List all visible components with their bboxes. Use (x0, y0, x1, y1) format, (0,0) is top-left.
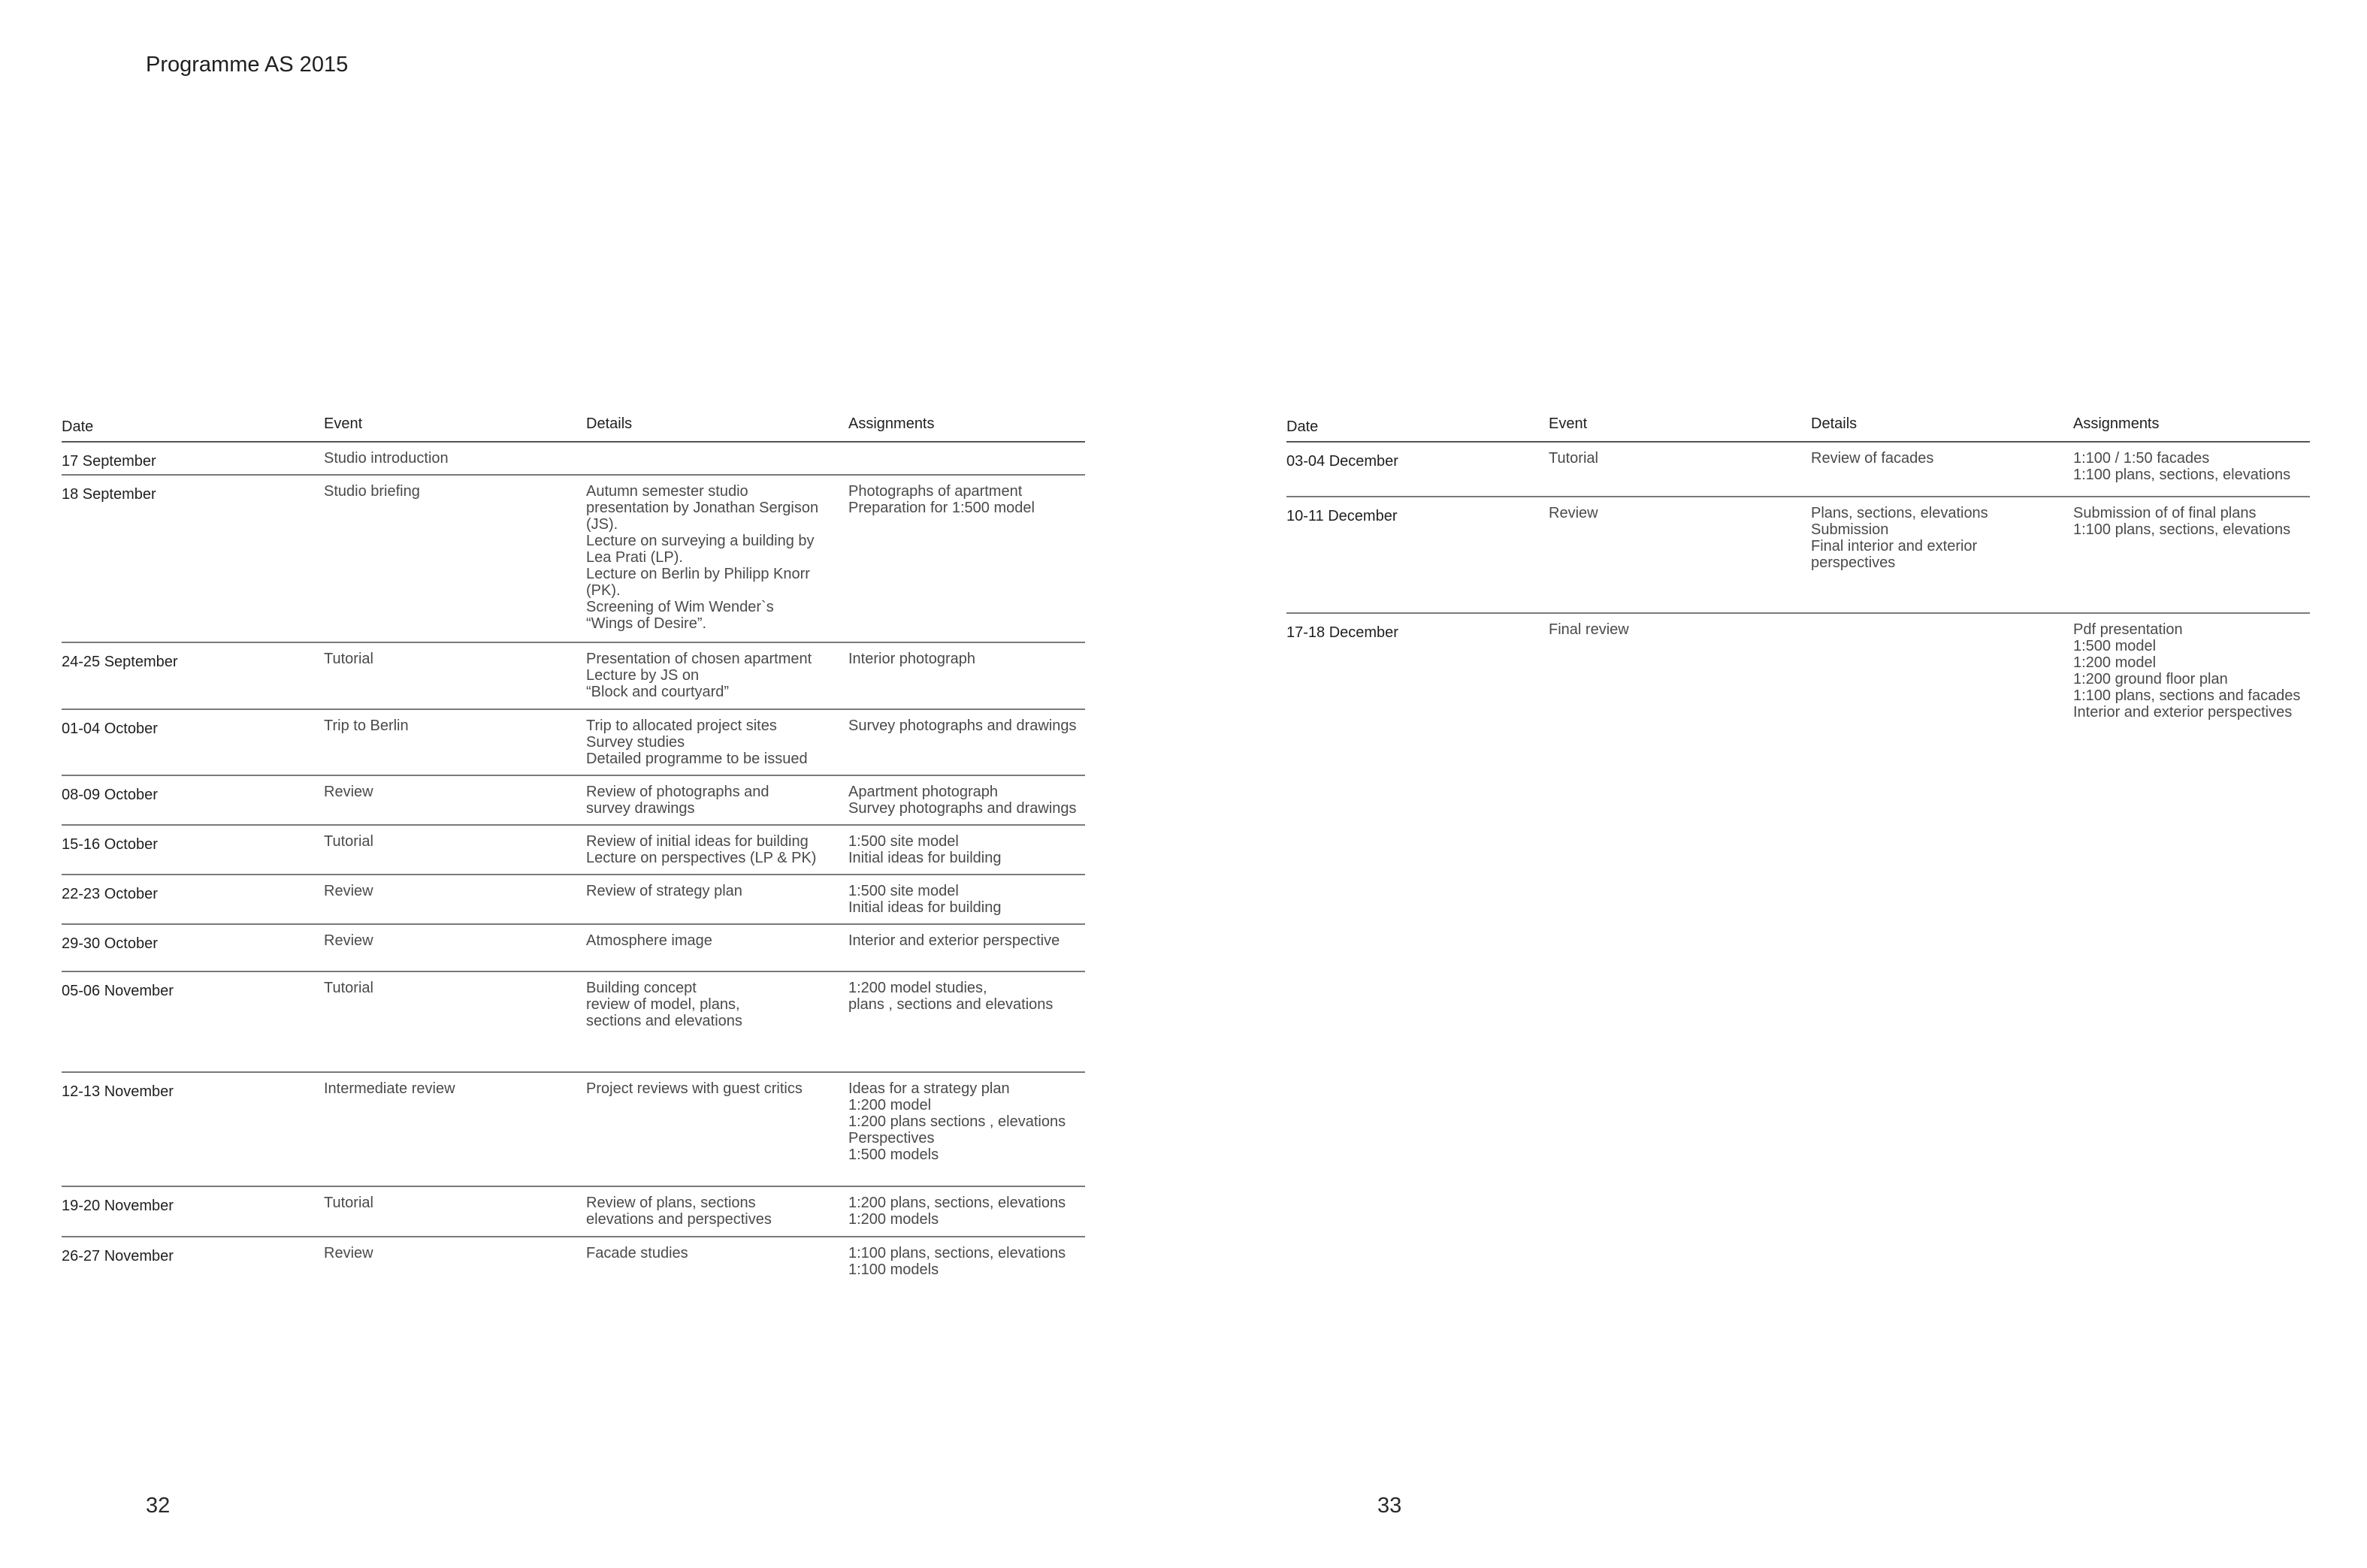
row-event: Review (324, 932, 373, 949)
row-assignments-line: 1:100 plans, sections, elevations (2073, 521, 2291, 538)
row-details-line: perspectives (1811, 554, 1896, 571)
row-details (1811, 505, 2073, 612)
row-assignments (848, 483, 1085, 642)
row-assignments-line: Initial ideas for building (848, 899, 1002, 916)
row-assignments-line: 1:100 plans, sections, elevations (848, 1245, 1066, 1261)
row-event: Tutorial (1549, 450, 1598, 467)
row-assignments-line: Submission of of final plans (2073, 505, 2257, 521)
row-details-line: “Wings of Desire”. (586, 615, 707, 632)
row-details (1811, 621, 2073, 727)
right-page (1184, 0, 2367, 1568)
header-assignments: Assignments (848, 415, 935, 432)
row-details-line: Project reviews with guest critics (586, 1080, 803, 1097)
row-details-line: Atmosphere image (586, 932, 712, 949)
row-details-line: Review of strategy plan (586, 883, 742, 899)
header-event: Event (1549, 415, 1588, 432)
row-assignments-line: Initial ideas for building (848, 850, 1002, 866)
row-assignments-line: 1:200 plans, sections, elevations (848, 1195, 1066, 1211)
row-assignments-line: 1:100 / 1:50 facades (2073, 450, 2210, 467)
row-assignments-line: Survey photographs and drawings (848, 718, 1077, 734)
table-row (62, 1237, 1085, 1290)
row-assignments-line: 1:100 models (848, 1261, 939, 1278)
row-event: Tutorial (324, 651, 373, 667)
row-details-line: Lea Prati (LP). (586, 549, 683, 566)
row-date: 01-04 October (62, 721, 158, 737)
row-assignments (2073, 505, 2310, 612)
page-number: 32 (146, 1494, 171, 1518)
row-details-line: Submission (1811, 521, 1889, 538)
row-event: Studio briefing (324, 483, 420, 500)
row-assignments-line: plans , sections and elevations (848, 996, 1054, 1013)
row-details (586, 980, 848, 1071)
row-details-line: sections and elevations (586, 1013, 742, 1029)
header-date: Date (1286, 418, 1319, 435)
header-assignments: Assignments (2073, 415, 2160, 432)
row-details-line: Trip to allocated project sites (586, 718, 777, 734)
row-event: Intermediate review (324, 1080, 455, 1097)
row-event: Tutorial (324, 833, 373, 850)
table-row (62, 826, 1085, 875)
schedule-table-left (62, 415, 1085, 1290)
page-number: 33 (1377, 1494, 1402, 1518)
table-body (1286, 443, 2310, 727)
table-row (62, 476, 1085, 643)
row-date: 17-18 December (1286, 624, 1398, 641)
row-details-line: presentation by Jonathan Sergison (586, 500, 819, 516)
row-date: 10-11 December (1286, 508, 1398, 524)
row-details (586, 1080, 848, 1186)
row-assignments (848, 883, 1085, 923)
row-details-line: Review of initial ideas for building (586, 833, 809, 850)
row-details-line: Building concept (586, 980, 697, 996)
table-row (62, 925, 1085, 972)
table-header (1286, 415, 2310, 443)
row-date: 29-30 October (62, 935, 158, 952)
row-date: 26-27 November (62, 1248, 174, 1264)
row-details (586, 883, 848, 923)
row-assignments-line: Photographs of apartment (848, 483, 1023, 500)
row-details-line: Review of facades (1811, 450, 1934, 467)
row-details-line: survey drawings (586, 800, 695, 817)
schedule-table-right (1286, 415, 2310, 727)
row-assignments-line: 1:200 model (848, 1097, 932, 1113)
table-row (62, 972, 1085, 1073)
row-details (586, 833, 848, 874)
row-details-line: Review of photographs and (586, 784, 769, 800)
row-details-line: Review of plans, sections (586, 1195, 756, 1211)
row-details-line: (PK). (586, 582, 621, 599)
row-date: 03-04 December (1286, 453, 1398, 470)
row-date: 18 September (62, 486, 156, 503)
row-event: Tutorial (324, 980, 373, 996)
row-details-line: “Block and courtyard” (586, 684, 730, 700)
row-details (586, 1195, 848, 1236)
row-assignments-line: Perspectives (848, 1130, 935, 1147)
row-event: Studio introduction (324, 450, 449, 467)
row-date: 19-20 November (62, 1198, 174, 1214)
row-date: 22-23 October (62, 886, 158, 902)
row-date: 08-09 October (62, 787, 158, 803)
row-assignments-line: 1:500 site model (848, 833, 959, 850)
row-assignments-line: 1:500 models (848, 1147, 939, 1163)
row-assignments-line: Apartment photograph (848, 784, 999, 800)
row-event: Review (324, 883, 373, 899)
row-details (586, 784, 848, 824)
row-details-line: Lecture on perspectives (LP & PK) (586, 850, 817, 866)
table-row (62, 443, 1085, 476)
table-row (1286, 443, 2310, 497)
row-details-line: Lecture on Berlin by Philipp Knorr (586, 566, 810, 582)
row-details-line: Lecture by JS on (586, 667, 700, 684)
header-details: Details (586, 415, 633, 432)
row-event: Review (324, 1245, 373, 1261)
row-assignments-line: 1:200 model studies, (848, 980, 987, 996)
row-event: Tutorial (324, 1195, 373, 1211)
row-assignments-line: 1:200 models (848, 1211, 939, 1228)
row-details-line: Plans, sections, elevations (1811, 505, 1988, 521)
row-details (1811, 450, 2073, 496)
row-details-line: Autumn semester studio (586, 483, 748, 500)
header-date: Date (62, 418, 94, 435)
row-assignments-line: Ideas for a strategy plan (848, 1080, 1010, 1097)
row-event: Final review (1549, 621, 1629, 638)
row-assignments-line: 1:500 model (2073, 638, 2157, 654)
row-details-line: (JS). (586, 516, 618, 533)
row-details-line: Screening of Wim Wender`s (586, 599, 774, 615)
table-row (1286, 614, 2310, 727)
row-assignments-line: Interior and exterior perspective (848, 932, 1060, 949)
row-assignments-line: Interior and exterior perspectives (2073, 704, 2293, 721)
table-row (62, 776, 1085, 826)
table-row (62, 1073, 1085, 1187)
row-details (586, 1245, 848, 1290)
row-details (586, 932, 848, 971)
row-assignments (848, 1080, 1085, 1186)
header-details: Details (1811, 415, 1858, 432)
header-event: Event (324, 415, 363, 432)
row-assignments-line: 1:200 plans sections , elevations (848, 1113, 1066, 1130)
row-details-line: Survey studies (586, 734, 685, 751)
row-event: Review (324, 784, 373, 800)
row-date: 24-25 September (62, 654, 178, 670)
row-assignments (848, 980, 1085, 1071)
row-date: 15-16 October (62, 836, 158, 853)
row-details-line: Facade studies (586, 1245, 688, 1261)
row-details-line: elevations and perspectives (586, 1211, 772, 1228)
row-event: Review (1549, 505, 1598, 521)
table-row (62, 875, 1085, 925)
row-assignments (848, 932, 1085, 971)
row-assignments (848, 1245, 1085, 1290)
row-assignments (848, 833, 1085, 874)
row-details (586, 651, 848, 708)
row-assignments (2073, 621, 2310, 727)
row-assignments-line: Preparation for 1:500 model (848, 500, 1035, 516)
row-event: Trip to Berlin (324, 718, 409, 734)
row-assignments (848, 718, 1085, 775)
row-assignments (2073, 450, 2310, 496)
table-body (62, 443, 1085, 1290)
document-title: Programme AS 2015 (146, 53, 349, 77)
row-details-line: Final interior and exterior (1811, 538, 1978, 554)
row-details-line: review of model, plans, (586, 996, 740, 1013)
table-row (1286, 497, 2310, 614)
row-details (586, 483, 848, 642)
row-assignments (848, 1195, 1085, 1236)
row-details-line: Presentation of chosen apartment (586, 651, 812, 667)
row-assignments-line: 1:100 plans, sections, elevations (2073, 467, 2291, 483)
row-date: 12-13 November (62, 1083, 174, 1100)
row-assignments-line: 1:500 site model (848, 883, 959, 899)
row-date: 05-06 November (62, 983, 174, 999)
row-date: 17 September (62, 453, 156, 470)
row-details-line: Lecture on surveying a building by (586, 533, 815, 549)
table-row (62, 643, 1085, 710)
row-assignments (848, 784, 1085, 824)
row-assignments-line: 1:200 ground floor plan (2073, 671, 2228, 687)
row-assignments-line: 1:200 model (2073, 654, 2157, 671)
row-assignments-line: Interior photograph (848, 651, 976, 667)
row-details (586, 718, 848, 775)
row-assignments (848, 651, 1085, 708)
row-assignments-line: Pdf presentation (2073, 621, 2183, 638)
row-assignments (848, 450, 1085, 474)
table-header (62, 415, 1085, 443)
row-assignments-line: Survey photographs and drawings (848, 800, 1077, 817)
row-details-line: Detailed programme to be issued (586, 751, 808, 767)
table-row (62, 1187, 1085, 1237)
row-details (586, 450, 848, 474)
row-assignments-line: 1:100 plans, sections and facades (2073, 687, 2301, 704)
table-row (62, 710, 1085, 776)
